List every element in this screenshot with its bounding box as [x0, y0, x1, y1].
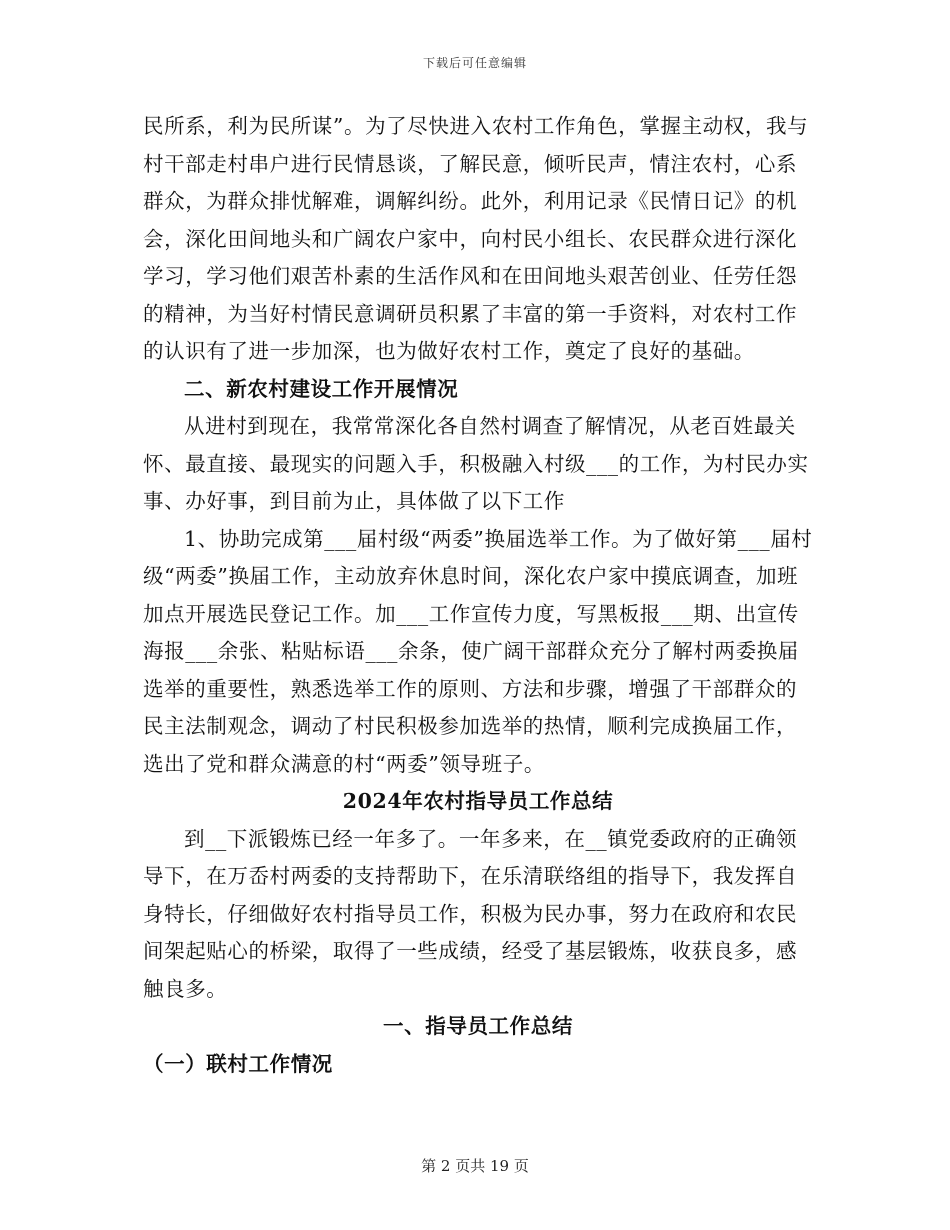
document-body — [143, 108, 813, 1083]
section-heading: 二、新农村建设工作开展情况 — [184, 376, 459, 401]
page-header-note: 下载后可任意编辑 — [422, 56, 527, 70]
body-paragraph: 1、协助完成第___届村级“两委”换届选举工作。为了做好第___届村级“两委”换届工作，主动放弃休息时间，深化农户家中摸底调查，加班加点开展选民登记工作。加___工作宣传力度，写黑板报___期、出宣传海报___余张、粘贴标语___余条，使广阔干部群众充分了解村两委换届选举的重要性，熟悉选举工作的原则、方法和步骤，增强了干部群众的民主法制观念，调动了村民积极参加选举的热情，顺利完成换届工作，选出了党和群众满意的村“两委”领导班子。 — [143, 526, 813, 776]
body-paragraph: 到__下派锻炼已经一年多了。一年多来，在__镇党委政府的正确领导下，在万岙村两委的支持帮助下，在乐清联络组的指导下，我发挥自身特长，仔细做好农村指导员工作，积极为民办事，努力在政府和农民间架起贴心的桥梁，取得了一些成绩，经受了基层锻炼，收获良多，感触良多。 — [143, 826, 798, 1001]
document-title: 2024年农村指导员工作总结 — [342, 789, 614, 813]
page-number: 第 2 页共 19 页 — [421, 1157, 529, 1175]
subsection-heading: （一）联村工作情况 — [143, 1051, 333, 1076]
section-heading: 一、指导员工作总结 — [383, 1014, 573, 1038]
body-paragraph: 民所系，利为民所谋”。为了尽快进入农村工作角色，掌握主动权，我与村干部走村串户进行民情恳谈，了解民意，倾听民声，情注农村，心系群众，为群众排忧解难，调解纠纷。此外，利用记录《民情日记》的机会，深化田间地头和广阔农户家中，向村民小组长、农民群众进行深化学习，学习他们艰苦朴素的生活作风和在田间地头艰苦创业、任劳任怨的精神，为当好村情民意调研员积累了丰富的第一手资料，对农村工作的认识有了进一步加深，也为做好农村工作，奠定了良好的基础。 — [143, 114, 809, 363]
body-paragraph: 从进村到现在，我常常深化各自然村调查了解情况，从老百姓最关怀、最直接、最现实的问题入手，积极融入村级___的工作，为村民办实事、办好事，到目前为止，具体做了以下工作 — [143, 414, 809, 513]
